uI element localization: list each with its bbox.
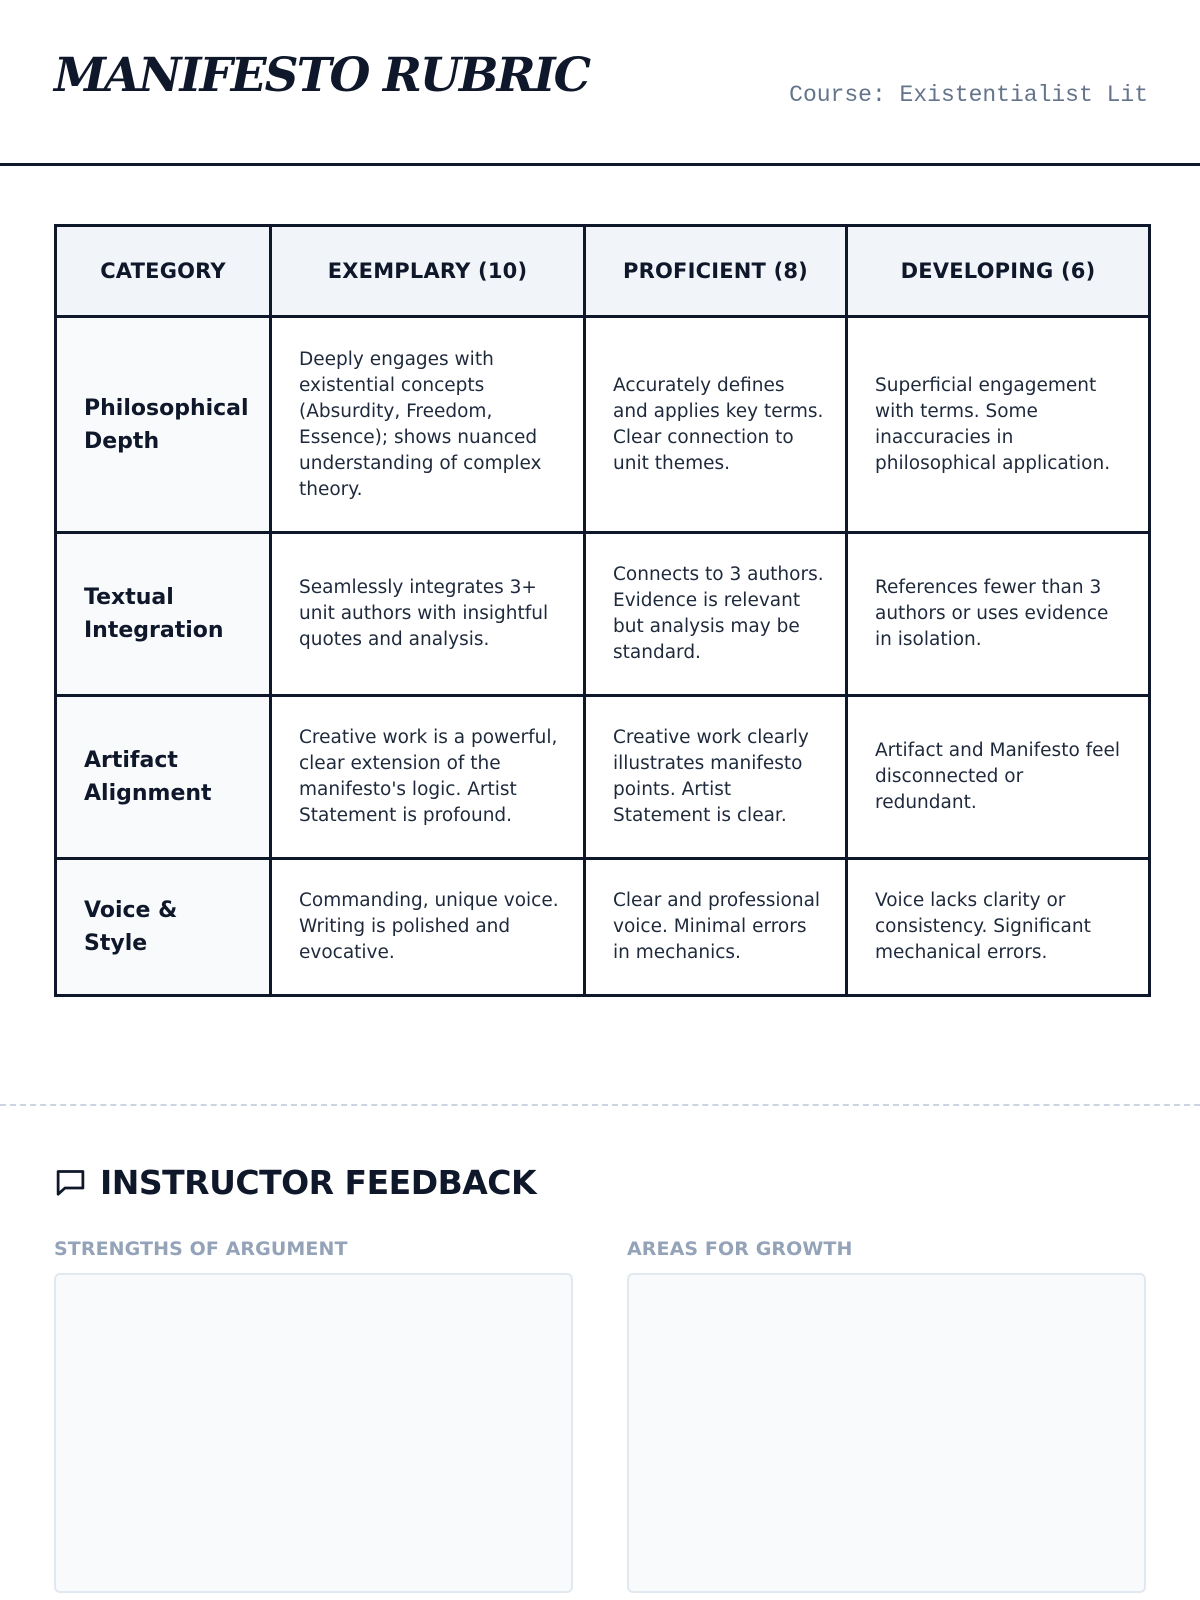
category-cell: Textual Integration [56, 533, 271, 696]
message-square-icon [54, 1166, 87, 1199]
proficient-cell: Clear and professional voice. Minimal errors in mechanics. [585, 859, 847, 996]
course-label: Course: Existentialist Lit [789, 82, 1148, 108]
developing-cell: Artifact and Manifesto feel disconnected or redundant. [847, 696, 1150, 859]
section-divider [0, 1104, 1200, 1106]
category-cell: Philosophical Depth [56, 317, 271, 533]
column-header-developing: DEVELOPING (6) [847, 226, 1150, 317]
proficient-cell: Accurately defines and applies key terms. Clear connection to unit themes. [585, 317, 847, 533]
growth-input[interactable] [627, 1273, 1146, 1593]
growth-label: AREAS FOR GROWTH [627, 1238, 853, 1260]
table-row [56, 696, 1150, 859]
proficient-cell: Creative work clearly illustrates manifesto points. Artist Statement is clear. [585, 696, 847, 859]
category-cell: Voice & Style [56, 859, 271, 996]
rubric-table [54, 224, 1151, 997]
table-row [56, 317, 1150, 533]
exemplary-cell: Creative work is a powerful, clear extension of the manifesto's logic. Artist Statement is profound. [271, 696, 585, 859]
feedback-heading-text: INSTRUCTOR FEEDBACK [100, 1163, 537, 1202]
exemplary-cell: Deeply engages with existential concepts (Absurdity, Freedom, Essence); shows nuanced understanding of complex theory. [271, 317, 585, 533]
table-row [56, 533, 1150, 696]
developing-cell: References fewer than 3 authors or uses evidence in isolation. [847, 533, 1150, 696]
rubric-header-row [56, 226, 1150, 317]
exemplary-cell: Commanding, unique voice. Writing is polished and evocative. [271, 859, 585, 996]
exemplary-cell: Seamlessly integrates 3+ unit authors with insightful quotes and analysis. [271, 533, 585, 696]
strengths-input[interactable] [54, 1273, 573, 1593]
column-header-exemplary: EXEMPLARY (10) [271, 226, 585, 317]
feedback-section-heading [54, 1163, 537, 1202]
column-header-category: CATEGORY [56, 226, 271, 317]
table-row [56, 859, 1150, 996]
strengths-label: STRENGTHS OF ARGUMENT [54, 1238, 348, 1260]
page-title: MANIFESTO RUBRIC [54, 48, 590, 103]
developing-cell: Voice lacks clarity or consistency. Significant mechanical errors. [847, 859, 1150, 996]
proficient-cell: Connects to 3 authors. Evidence is relevant but analysis may be standard. [585, 533, 847, 696]
category-cell: Artifact Alignment [56, 696, 271, 859]
column-header-proficient: PROFICIENT (8) [585, 226, 847, 317]
developing-cell: Superficial engagement with terms. Some inaccuracies in philosophical application. [847, 317, 1150, 533]
page-header [0, 0, 1200, 166]
